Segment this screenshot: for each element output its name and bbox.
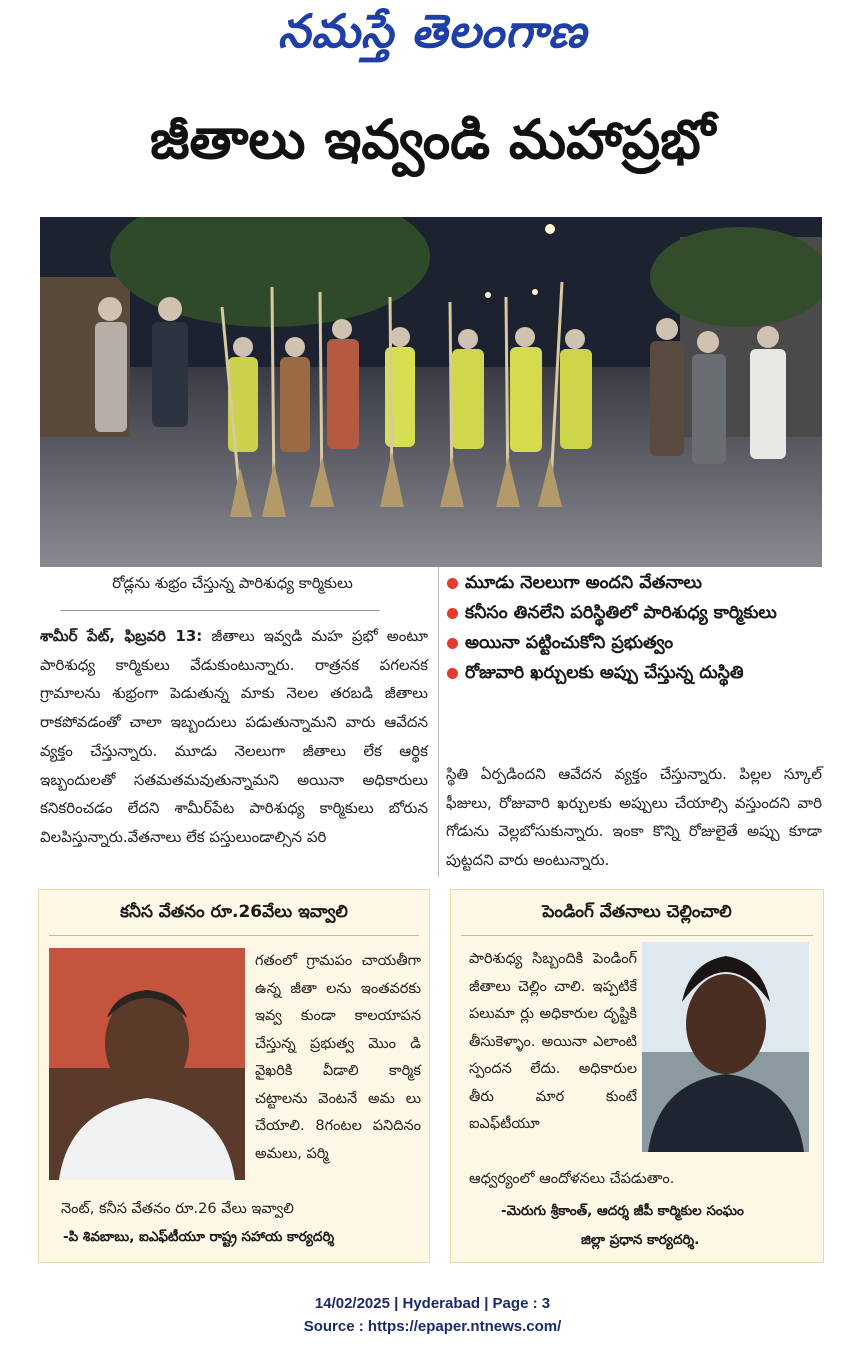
bullet-dot-icon xyxy=(447,608,458,619)
portrait-photo-shivababu xyxy=(49,948,245,1180)
portrait-photo-srikanth xyxy=(642,942,809,1152)
workers-group-photo xyxy=(40,217,822,567)
highlight-item: రోజువారి ఖర్చులకు అప్పు చేస్తున్న దుస్థితి xyxy=(443,661,828,685)
article-body-column-1 xyxy=(40,622,428,852)
bullet-dot-icon xyxy=(447,578,458,589)
quote-box-right-title: పెండింగ్ వేతనాలు చెల్లించాలి xyxy=(542,902,732,922)
footer-source-link[interactable]: Source : https://epaper.ntnews.com/ xyxy=(303,1318,562,1335)
quote-box-left-text: గతంలో గ్రామపం చాయతీగా ఉన్న జీతా లను ఇంతవరకు ఇవ్వ కుండా కాలయాపన చేస్తున్న ప్రభుత్వ మొం డి వైఖరికి వీడాలి కార్మిక చట్టాలను వెంటనే అమ లు చేయాలి. 8గంటల పనిదినం అమలు, పర్మి xyxy=(255,953,421,1162)
article-body-column-2: స్థితి ఏర్పడిందని ఆవేదన వ్యక్తం చేస్తున్నారు. పిల్లల స్కూల్ ఫీజులు, రోజువారి ఖర్చులకు అప్పులు చేయాల్సి వస్తుందని వారి గోడును వెల్లబోసుకున్నారు. ఇంకా కొన్ని రోజులైతే అప్పు కూడా పుట్టదని వారు అంటున్నారు. xyxy=(446,765,822,870)
article-text-1: జీతాలు ఇవ్వడి మహ ప్రభో అంటూ పారిశుధ్య కార్మికులు వేడుకుంటున్నారు. రాత్రనక పగలనక గ్రామాలను శుభ్రంగా పెడుతున్న మాకు నెలల తరబడి జీతాలు రాకపోవడంతో చాలా ఇబ్బందులు పడుతున్నామని వారు ఆవేదన వ్యక్తం చేస్తున్నారు. మూడు నెలలుగా జీతాలు లేక ఆర్థిక ఇబ్బందులతో సతమతమవుతున్నామని అయినా అధికారులు కనికరించడం లేదని శామీర్‌పేట పారిశుధ్య కార్మికులు బోరున విలపిస్తున్నారు.వేతనాలు లేక పస్తులుండాల్సిన పరి xyxy=(40,627,428,846)
box-divider xyxy=(461,935,813,936)
quote-box-right-text: పారిశుధ్య సిబ్బందికి పెండింగ్ జీతాలు చెల్లిం చాలి. ఇప్పటికే పలుమా ర్లు అధికారుల దృష్టికి తీసుకెళ్ళాం. అయినా ఎలాంటి స్పందన లేదు. అధికారుల తీరు మార కుంటే ఐఎఫ్‌టీయూ xyxy=(469,951,637,1132)
photo-caption: రోడ్లను శుభ్రం చేస్తున్న పారిశుధ్య కార్మికులు xyxy=(112,574,353,592)
caption-divider xyxy=(60,610,380,611)
quote-box-left xyxy=(38,889,430,1263)
highlights-list xyxy=(443,567,828,691)
highlight-item: కనీసం తినలేని పరిస్థితిలో పారిశుధ్య కార్మికులు xyxy=(443,601,828,625)
quote-box-left-title: కనీస వేతనం రూ.26వేలు ఇవ్వాలి xyxy=(120,902,348,922)
bullet-dot-icon xyxy=(447,668,458,679)
quote-box-right-signature: -మెరుగు శ్రీకాంత్, ఆదర్శ జీపీ కార్మికుల సంఘం xyxy=(501,1203,744,1219)
masthead-logo: నమస్తే తెలంగాణ xyxy=(277,4,588,58)
highlight-item: మూడు నెలలుగా అందని వేతనాలు xyxy=(443,571,828,595)
quote-box-right-text-tail: ఆధ్వర్యంలో ఆందోళనలు చేపడుతాం. xyxy=(469,1171,675,1187)
highlight-item: అయినా పట్టించుకోని ప్రభుత్వం xyxy=(443,631,828,655)
box-divider xyxy=(49,935,419,936)
quote-box-left-text-tail: నెంట్, కనీస వేతనం రూ.26 వేలు ఇవ్వాలి xyxy=(61,1201,294,1217)
quote-box-right xyxy=(450,889,824,1263)
quote-box-right-signature-title: జిల్లా ప్రధాన కార్యదర్శి. xyxy=(581,1232,700,1248)
quote-box-left-signature: -పి శివబాబు, ఐఎఫ్‌టీయూ రాష్ట్ర సహాయ కార్యదర్శి xyxy=(63,1229,335,1245)
footer-date-location: 14/02/2025 | Hyderabad | Page : 3 xyxy=(314,1295,551,1312)
bullet-dot-icon xyxy=(447,638,458,649)
article-dateline: శామీర్ పేట్, ఫిబ్రవరి 13: xyxy=(40,627,203,645)
headline: జీతాలు ఇవ్వండి మహాప్రభో xyxy=(149,108,716,171)
column-divider xyxy=(438,567,439,877)
page-footer xyxy=(0,1292,865,1338)
